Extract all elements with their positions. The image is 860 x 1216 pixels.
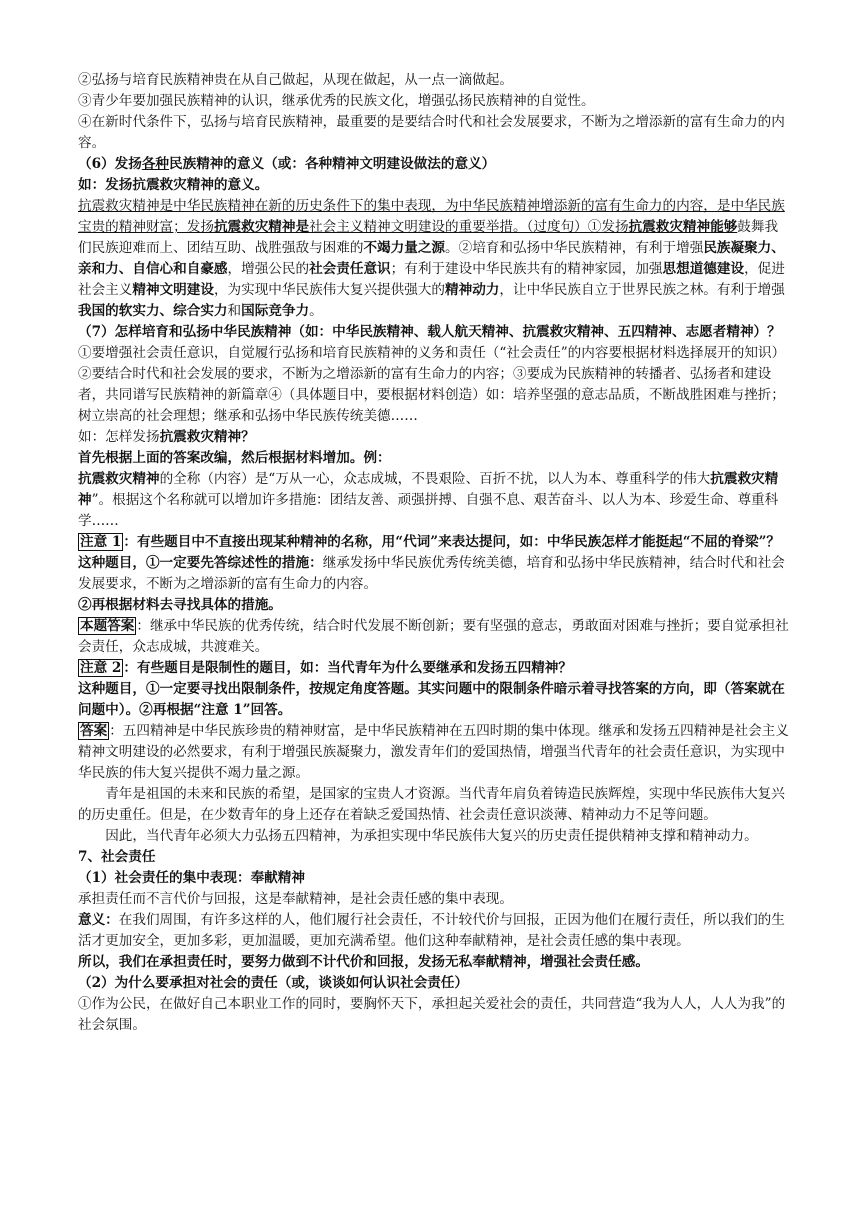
text-run: 鼓舞我们民族迎难而上、团结互助、战胜强敌与困难的	[78, 219, 779, 256]
text-run: 我国的软实力、综合实力	[78, 303, 228, 319]
heading-6	[78, 154, 790, 175]
text-run: 抗震救灾精神能够	[628, 219, 738, 235]
paragraph	[78, 910, 790, 952]
answer-1	[78, 616, 790, 658]
text-run: ，为实现中华民族伟大复兴提供强大的	[213, 282, 446, 298]
text-run: 抗震救灾精神是中华民族精神在新的历史条件下的集中表现，为中华民族精神增添新的富有生命力的内容，是中华民族宝贵的精神财富；发扬	[78, 198, 785, 235]
text-run: ：继承中华民族的优秀传统，结合时代发展不断创新；要有坚强的意志，勇敢面对困难与挫折；要自觉承担社会责任，众志成城，共渡难关。	[78, 618, 789, 655]
paragraph: 承担责任而不言代价与回报，这是奉献精神，是社会责任感的集中表现。	[78, 891, 513, 907]
text-run: 民族凝聚力、亲和力、自信心和自豪感	[78, 240, 785, 277]
text-run: 抗震救灾精神	[78, 471, 779, 508]
text-run: ”。根据这个名称就可以增加许多措施：团结友善、顽强拼搏、自强不息、艰苦奋斗、以人为本、珍爱生命、尊重科学……	[78, 492, 779, 529]
paragraph: 这种题目，①一定要寻找出限制条件，按规定角度答题。其实问题中的限制条件暗示着寻找答案的方向，即（答案就在问题中）。②再根据“注意 1”回答。	[78, 681, 785, 718]
text-run: 精神动力	[445, 282, 500, 298]
text-run: 精神文明建设	[132, 282, 214, 298]
lead-line: 首先根据上面的答案改编，然后根据材料增加。例：	[78, 450, 391, 466]
note-1	[78, 532, 790, 553]
answer-2	[78, 721, 790, 784]
text-run: ：有些题目中不直接出现某种精神的名称，用“代词”来表达提问，如：中华民族怎样才能挺起“不屈的脊梁”？	[123, 534, 780, 550]
text-run: 社会主义精神文明建设的重要举措。（过度句）①	[309, 219, 602, 235]
paragraph	[78, 553, 790, 595]
text-run: 抗震救灾精神？	[159, 429, 255, 445]
text-run: 这种题目，①一定要先答综述性的措施：	[78, 555, 323, 571]
heading-text: 民族精神的意义（或：各种精神文明建设做法的意义）	[169, 156, 496, 172]
paragraph: ③青少年要加强民族精神的认识，继承优秀的民族文化，增强弘扬民族精神的自觉性。	[78, 93, 595, 109]
text-run: 发扬	[601, 219, 629, 235]
meaning-paragraph	[78, 196, 790, 322]
text-run: ，让中华民族自立于世界民族之林。有利于增强	[499, 282, 785, 298]
paragraph: ①要增强社会责任意识，自觉履行弘扬和培育民族精神的义务和责任（“社会责任”的内容要根据材料选择展开的知识）②要结合时代和社会发展的要求，不断为之增添新的富有生命力的内容；③要成为民族精神的转播者、弘扬者和建设者，共同谱写民族精神的新篇章④（具体题目中，要根据材料创造）如：培养坚强的意志品质，不断战胜困难与挫折；树立崇高的社会理想；继承和弘扬中华民族传统美德……	[78, 345, 786, 424]
paragraph: 因此，当代青年必须大力弘扬五四精神，为承担实现中华民族伟大复兴的历史责任提供精神支撑和精神动力。	[105, 828, 758, 844]
section-title: 7、社会责任	[78, 849, 156, 865]
paragraph: 所以，我们在承担责任时，要努力做到不计代价和回报，发扬无私奉献精神，增强社会责任感。	[78, 954, 649, 970]
paragraph: ②弘扬与培育民族精神贵在从自己做起，从现在做起，从一点一滴做起。	[78, 72, 513, 88]
heading-underlined: 各种	[141, 156, 170, 172]
text-run: 如：怎样发扬	[78, 429, 160, 445]
text-run: 和	[227, 303, 242, 319]
text-run: 思想道德建设	[662, 261, 745, 277]
note-2	[78, 658, 790, 679]
text-run: 的全称（内容）是“万从一心，众志成城，不畏艰险、百折不扰，以人为本、尊重科学的伟大	[159, 471, 711, 487]
paragraph: ④在新时代条件下，弘扬与培育民族精神，最重要的是要结合时代和社会发展要求，不断为之增添新的富有生命力的内容。	[78, 114, 785, 151]
text-run: 。	[309, 303, 323, 319]
heading-text: （6）发扬	[78, 156, 142, 172]
answer-box-label: 本题答案	[80, 618, 135, 634]
text-run: ：有些题目是限制性的题目，如：当代青年为什么要继承和发扬五四精神？	[123, 660, 572, 676]
note-box-label: 注意 1	[80, 534, 122, 550]
text-run: ：五四精神是中华民族珍贵的精神财富，是中华民族精神在五四时期的集中体现。继承和发扬五四精神是社会主义精神文明建设的必然要求，有利于增强民族凝聚力，激发青年们的爱国热情，增强当代青年的社会责任意识，为实现中华民族的伟大复兴提供不竭力量之源。	[78, 723, 789, 781]
text-run: 社会责任意识	[309, 261, 391, 277]
text-run: 抗震救灾精神是	[213, 219, 310, 235]
text-run: ，促进社会主义	[78, 261, 785, 298]
text-run: ，增强公民的	[227, 261, 310, 277]
paragraph: ②再根据材料去寻找具体的措施。	[78, 597, 282, 613]
question-line	[78, 427, 790, 448]
text-run: 。②培育和弘扬中华民族精神，有利于增强	[445, 240, 704, 256]
paragraph: ①作为公民，在做好自己本职业工作的同时，要胸怀天下，承担起关爱社会的责任，共同营造“我为人人，人人为我”的社会氛围。	[78, 996, 786, 1033]
text-run: 抗震救灾精神	[78, 471, 160, 487]
answer-box-label: 答案	[80, 723, 108, 739]
paragraph: 青年是祖国的未来和民族的希望，是国家的宝贵人才资源。当代青年肩负着铸造民族辉煌，实现中华民族伟大复兴的历史重任。但是，在少数青年的身上还存在着缺乏爱国热情、社会责任意识淡薄、精神动力不足等问题。	[78, 786, 785, 823]
text-run: 继承发扬中华民族优秀传统美德，培育和弘扬中华民族精神，结合时代和社会发展要求，不断为之增添新的富有生命力的内容。	[78, 555, 785, 592]
text-run: 在我们周围，有许多这样的人，他们履行社会责任，不计较代价与回报，正因为他们在履行责任，所以我们的生活才更加安全，更加多彩，更加温暖，更加充满希望。他们这种奉献精神，是社会责任感的集中表现。	[78, 912, 785, 949]
example-line: 如：发扬抗震救灾精神的意义。	[78, 177, 269, 193]
text-run: 意义：	[78, 912, 119, 928]
text-run: 不竭力量之源	[363, 240, 446, 256]
paragraph	[78, 469, 790, 532]
heading-7: （7）怎样培育和弘扬中华民族精神（如：中华民族精神、载人航天精神、抗震救灾精神、五四精神、志愿者精神）？	[78, 324, 781, 340]
subheading: （2）为什么要承担对社会的责任（或，谈谈如何认识社会责任）	[78, 975, 469, 991]
text-run: 国际竞争力	[241, 303, 310, 319]
text-run: ；有利于建设中华民族共有的精神家园，加强	[390, 261, 663, 277]
note-box-label: 注意 2	[80, 660, 122, 676]
subheading: （1）社会责任的集中表现：奉献精神	[78, 870, 305, 886]
